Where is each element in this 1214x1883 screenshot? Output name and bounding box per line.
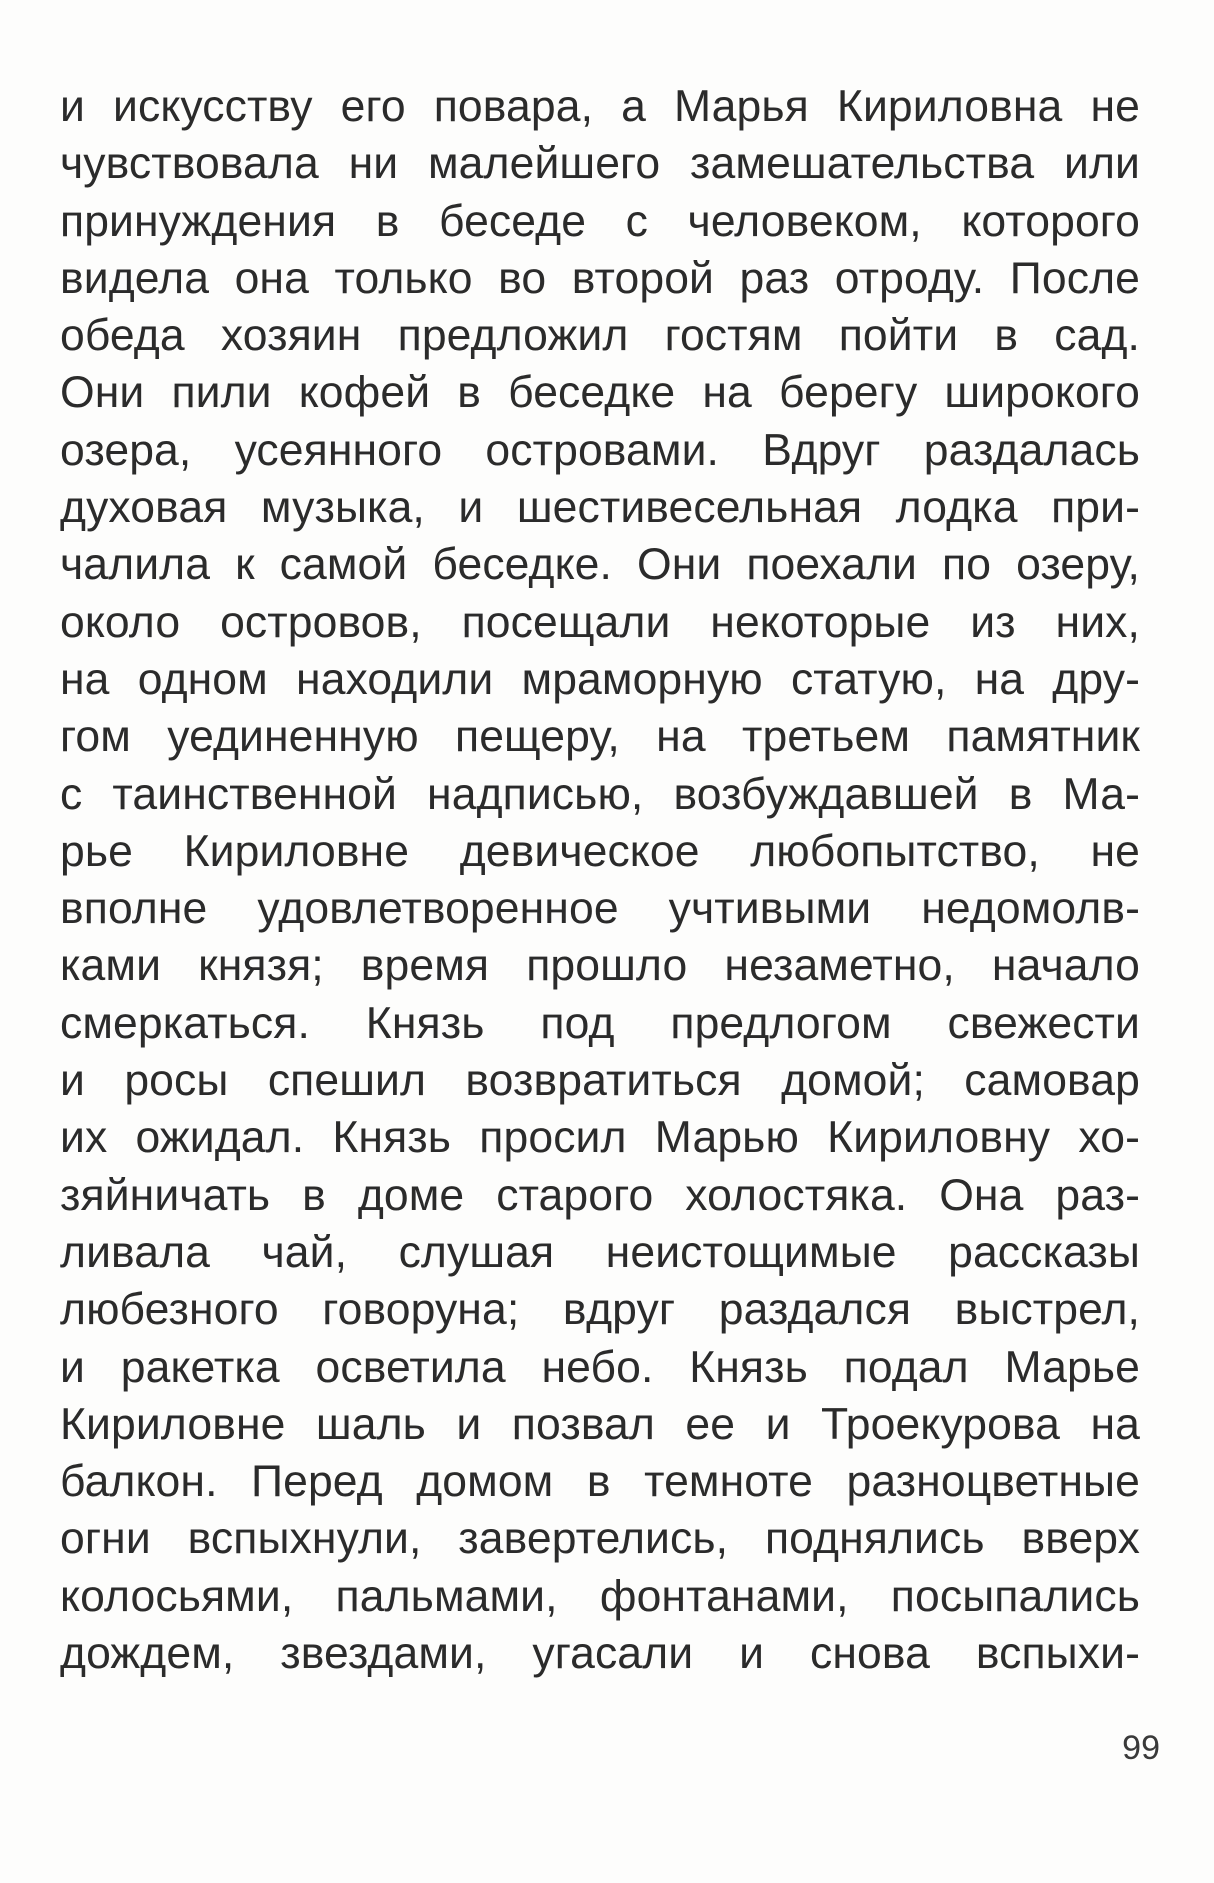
text-line: и искусству его повара, а Марья Кириловна не xyxy=(60,82,1140,131)
text-line: Они пили кофей в беседке на берегу широкого xyxy=(60,368,1140,418)
text-line: гом уединенную пещеру, на третьем памятник xyxy=(60,712,1140,762)
text-line: огни вспыхнули, завертелись, поднялись вверх xyxy=(60,1514,1140,1564)
text-line: ками князя; время прошло незаметно, начало xyxy=(60,941,1140,991)
text-line: духовая музыка, и шестивесельная лодка при- xyxy=(60,483,1140,533)
text-line: балкон. Перед домом в темноте разноцветные xyxy=(60,1457,1140,1507)
text-line: принуждения в беседе с человеком, которого xyxy=(60,196,1140,246)
text-line: их ожидал. Князь просил Марью Кириловну хо- xyxy=(60,1113,1140,1163)
text-line: с таинственной надписью, возбуждавшей в Ма- xyxy=(60,769,1140,819)
text-line: около островов, посещали некоторые из них, xyxy=(60,597,1140,647)
text-line: зяйничать в доме старого холостяка. Она раз- xyxy=(60,1170,1140,1220)
text-line: чувствовала ни малейшего замешательства или xyxy=(60,139,1140,189)
text-line: обеда хозяин предложил гостям пойти в сад. xyxy=(60,311,1140,361)
text-line: ливала чай, слушая неистощимые рассказы xyxy=(60,1227,1140,1277)
text-line: и ракетка осветила небо. Князь подал Марье xyxy=(60,1342,1140,1392)
text-line: на одном находили мраморную статую, на дру- xyxy=(60,654,1140,704)
text-line: озера, усеянного островами. Вдруг раздалась xyxy=(60,425,1140,475)
text-line: колосьями, пальмами, фонтанами, посыпались xyxy=(60,1571,1140,1621)
text-line: смеркаться. Князь под предлогом свежести xyxy=(60,998,1140,1048)
text-line: дождем, звездами, угасали и снова вспыхи- xyxy=(60,1629,1140,1679)
text-line: любезного говоруна; вдруг раздался выстрел, xyxy=(60,1285,1140,1335)
text-line: Кириловне шаль и позвал ее и Троекурова на xyxy=(60,1399,1140,1449)
text-line: чалила к самой беседке. Они поехали по озеру, xyxy=(60,540,1140,590)
text-line: видела она только во второй раз отроду. После xyxy=(60,253,1140,303)
text-line: и росы спешил возвратиться домой; самовар xyxy=(60,1056,1140,1106)
text-line: рье Кириловне девическое любопытство, не xyxy=(60,826,1140,876)
body-text xyxy=(60,78,1140,1682)
page-number: 99 xyxy=(1122,1729,1160,1767)
text-line: вполне удовлетворенное учтивыми недомолв- xyxy=(60,884,1140,934)
